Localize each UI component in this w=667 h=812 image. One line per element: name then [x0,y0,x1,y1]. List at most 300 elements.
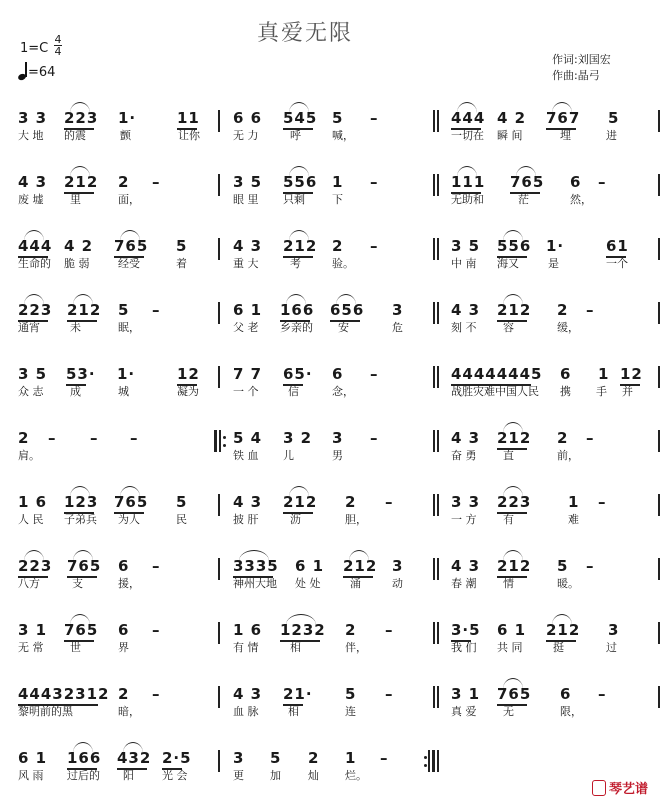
lyric-text: 无助和 [451,193,484,206]
lyric-text: 重 大 [233,257,259,270]
barline [433,686,435,708]
note-group: 765 [64,621,99,639]
note-group: – [370,365,379,383]
note-group: 44444445 [451,365,543,383]
note-group: 5 [176,493,188,511]
lyric-text: 灿 [308,769,319,782]
lyric-text: 肩。 [18,449,40,462]
note-group: 765 [510,173,545,191]
note-group: – [152,173,161,191]
lyric-text: 民 [176,513,187,526]
note-group: 61 [606,237,629,255]
note-group: 6 [332,365,344,383]
lyric-text: 直 [503,449,514,462]
note-group: 1 [345,749,357,767]
barline [433,110,435,132]
time-bottom: 4 [54,45,62,58]
song-title: 真爱无限 [256,21,353,46]
lyric-text: 挺 [553,641,564,654]
note-group: 4 3 [451,557,481,575]
score-row [0,684,667,748]
lyric-text: 凝为 [177,385,199,398]
lyric-text: 界 [118,641,129,654]
barline [658,430,660,452]
note-group: 212 [64,173,99,191]
barline [658,494,660,516]
lyric-text: 一切在 [451,129,484,142]
credits [552,52,611,84]
lyric-text: 阳 [123,769,134,782]
barline [433,558,435,580]
note-group: 1 [568,493,580,511]
note-group: 5 4 [233,429,263,447]
note-group: – [385,493,394,511]
lyric-text: 光 会 [162,769,188,782]
time-signature [54,34,62,57]
lyric-text: 容 [503,321,514,334]
lyric-text: 未 [70,321,81,334]
lyric-text: 相 [288,705,299,718]
note-group: 166 [280,301,315,319]
lyric-text: 披 肝 [233,513,259,526]
lyric-text: 海又 [497,257,519,270]
lyric-text: 生命的 [18,257,51,270]
lyric-text: 子弟兵 [64,513,97,526]
lyric-text: 的震 [64,129,86,142]
lyric-text: 眠， [118,321,140,334]
note-group: 212 [67,301,102,319]
logo-mark-icon [592,780,606,796]
lyric-text: 血 脉 [233,705,259,718]
score-row [0,748,667,812]
lyric-text: 春 潮 [451,577,477,590]
note-group: 4 3 [451,429,481,447]
note-group: 2 [557,429,569,447]
note-group: 3 1 [451,685,481,703]
barline [437,174,439,196]
lyric-text: 考 [290,257,301,270]
note-group: – [598,173,607,191]
lyric-text: 无 力 [233,129,259,142]
lyric-text: 儿 [283,449,294,462]
lyric-text: 我 们 [451,641,477,654]
barline [218,494,220,516]
note-group: 5 [118,301,130,319]
note-group: 6 6 [233,109,263,127]
barline [658,366,660,388]
lyric-text: 着 [176,257,187,270]
note-group: 223 [64,109,99,127]
barline [218,238,220,260]
lyric-text: 并 [622,385,633,398]
note-group: 6 [570,173,582,191]
barline [433,430,435,452]
lyricist: 作词:刘国宏 [552,53,611,66]
repeat-start-barline [214,430,224,452]
note-group: – [90,429,99,447]
slur-arc [289,102,309,113]
site-logo-text: 琴艺谱 [609,782,649,797]
barline [433,302,435,324]
score-row [0,492,667,556]
note-group: – [370,429,379,447]
lyric-text: 难 [568,513,579,526]
lyric-text: 动 [392,577,403,590]
lyric-text: 真 爱 [451,705,477,718]
barline [218,366,220,388]
note-group: 556 [497,237,532,255]
lyric-text: 沥 [290,513,301,526]
barline [437,238,439,260]
lyric-text: 念， [332,385,354,398]
note-group: 3 5 [18,365,48,383]
note-group: 1 [598,365,610,383]
lyric-text: 喊， [332,129,354,142]
lyric-text: 脆 弱 [64,257,90,270]
lyric-text: 前， [557,449,579,462]
lyric-text: 中 南 [451,257,477,270]
note-group: 3 [332,429,344,447]
note-group: 765 [114,237,149,255]
note-group: 12 [620,365,643,383]
barline [433,622,435,644]
tempo-value: =64 [28,65,56,80]
lyric-text: 眼 里 [233,193,259,206]
lyric-text: 无 [503,705,514,718]
lyric-text: 大 地 [18,129,44,142]
lyric-text: 过 [606,641,617,654]
slur-arc [70,102,90,113]
barline [437,430,439,452]
note-group: 166 [67,749,102,767]
score-row [0,364,667,428]
note-group: 2 [345,493,357,511]
barline [437,494,439,516]
barline [658,686,660,708]
barline [218,750,220,772]
site-logo [592,778,648,797]
note-group: – [598,493,607,511]
lyric-text: 有 情 [233,641,259,654]
note-group: 3·5 [451,621,481,639]
barline [433,174,435,196]
barline [437,686,439,708]
score-row [0,620,667,684]
note-group: 12 [177,365,200,383]
note-group: 3 5 [233,173,263,191]
note-group: 3 2 [283,429,313,447]
lyric-text: 验。 [332,257,354,270]
note-group: 212 [343,557,378,575]
lyric-text: 面， [118,193,140,206]
note-group: – [598,685,607,703]
note-group: – [385,621,394,639]
note-group: 3 [392,301,404,319]
lyric-text: 瞬 间 [497,129,523,142]
barline [218,558,220,580]
note-group: 223 [18,301,53,319]
note-group: – [152,621,161,639]
note-group: – [130,429,139,447]
note-group: 4 3 [18,173,48,191]
note-group: 2 [18,429,30,447]
note-group: 44432312 [18,685,110,703]
note-group: 5 [557,557,569,575]
lyric-text: 危 [392,321,403,334]
note-group: 1 [332,173,344,191]
barline [658,622,660,644]
note-group: 556 [283,173,318,191]
lyric-text: 经受 [118,257,140,270]
note-group: 5 [608,109,620,127]
lyric-text: 八方 [18,577,40,590]
lyric-text: 众 志 [18,385,44,398]
barline [433,494,435,516]
note-group: 5 [332,109,344,127]
note-group: 223 [497,493,532,511]
note-group: 2 [332,237,344,255]
note-group: 4 3 [233,237,263,255]
lyric-text: 过后的 [67,769,100,782]
lyric-text: 是 [548,257,559,270]
score-row [0,236,667,300]
score-row [0,556,667,620]
barline [658,302,660,324]
lyric-text: 然， [570,193,592,206]
lyric-text: 风 雨 [18,769,44,782]
lyric-text: 涌 [350,577,361,590]
note-group: 2·5 [162,749,192,767]
note-group: 3335 [233,557,279,575]
barline [658,238,660,260]
lyric-text: 手 [596,385,607,398]
note-group: 3 [608,621,620,639]
note-group: 4 2 [64,237,94,255]
note-group: 765 [114,493,149,511]
note-group: 2 [308,749,320,767]
note-group: 111 [451,173,486,191]
lyric-text: 父 老 [233,321,259,334]
note-group: 6 [118,621,130,639]
lyric-text: 一 个 [233,385,259,398]
note-group: 4 2 [497,109,527,127]
tempo-marking [18,62,55,80]
note-group: – [152,557,161,575]
note-group: 212 [546,621,581,639]
note-group: 6 [118,557,130,575]
lyric-text: 只剩 [283,193,305,206]
lyric-text: 无 常 [18,641,44,654]
lyric-text: 相 [290,641,301,654]
lyric-text: 限， [560,705,582,718]
lyric-text: 茫 [518,193,529,206]
note-group: 767 [546,109,581,127]
note-group: 212 [497,301,532,319]
note-group: 4 3 [233,493,263,511]
note-group: 212 [497,557,532,575]
barline [437,750,439,772]
note-group: 53· [66,365,96,383]
lyric-text: 支 [72,577,83,590]
quarter-note-icon [18,62,28,80]
note-group: 2 [557,301,569,319]
score-row [0,428,667,492]
lyric-text: 为人 [118,513,140,526]
lyric-text: 黎明前的黑 [18,705,73,718]
slur-arc [552,102,572,113]
barline [437,302,439,324]
barline [658,558,660,580]
barline [437,366,439,388]
lyric-text: 共 同 [497,641,523,654]
score-row [0,300,667,364]
lyric-text: 暖。 [557,577,579,590]
lyric-text: 埋 [560,129,571,142]
note-group: 7 7 [233,365,263,383]
lyric-text: 城 [118,385,129,398]
note-group: 5 [176,237,188,255]
lyric-text: 一 方 [451,513,477,526]
lyric-text: 进 [606,129,617,142]
lyric-text: 里 [70,193,81,206]
barline [437,558,439,580]
note-group: 6 1 [233,301,263,319]
note-group: 765 [67,557,102,575]
note-group: 1232 [280,621,326,639]
barline [658,110,660,132]
note-group: 1· [117,365,136,383]
note-group: 6 [560,685,572,703]
lyric-text: 让你 [178,129,200,142]
lyric-text: 暗， [118,705,140,718]
note-group: – [370,237,379,255]
score-row [0,108,667,172]
note-group: – [152,685,161,703]
barline [218,622,220,644]
note-group: 5 [270,749,282,767]
barline [218,686,220,708]
note-group: – [380,749,389,767]
note-group: 444 [451,109,486,127]
note-group: – [586,557,595,575]
lyric-text: 战胜灾难中国人民 [451,385,539,398]
barline [433,238,435,260]
composer: 作曲:晶弓 [552,69,600,82]
lyric-text: 呼 [290,129,301,142]
lyric-text: 颤 [120,129,131,142]
lyric-text: 男 [332,449,343,462]
barline [218,174,220,196]
lyric-text: 援， [118,577,140,590]
note-group: 1· [546,237,565,255]
barline [433,366,435,388]
lyric-text: 乡亲的 [280,321,313,334]
time-top: 4 [54,33,62,46]
note-group: 65· [283,365,313,383]
note-group: 6 1 [497,621,527,639]
barline [218,302,220,324]
lyric-text: 安 [338,321,349,334]
note-group: 4 3 [233,685,263,703]
note-group: 1 6 [233,621,263,639]
note-group: – [370,173,379,191]
lyric-text: 处 处 [295,577,321,590]
lyric-text: 一个 [606,257,628,270]
note-group: 545 [283,109,318,127]
note-group: 2 [118,685,130,703]
note-group: 21· [283,685,313,703]
lyric-text: 通宵 [18,321,40,334]
lyric-text: 铁 血 [233,449,259,462]
lyric-text: 加 [270,769,281,782]
lyric-text: 世 [70,641,81,654]
note-group: 444 [18,237,53,255]
note-group: 212 [283,493,318,511]
lyric-text: 奋 勇 [451,449,477,462]
score-row [0,172,667,236]
lyric-text: 废 墟 [18,193,44,206]
lyric-text: 有 [503,513,514,526]
lyric-text: 缓， [557,321,579,334]
key-signature: 1=C [20,41,49,56]
note-group: 3 3 [451,493,481,511]
note-group: 3 5 [451,237,481,255]
note-group: 3 [233,749,245,767]
note-group: 1 6 [18,493,48,511]
slur-arc [457,102,477,113]
lyric-text: 情 [503,577,514,590]
note-group: 6 1 [295,557,325,575]
note-group: 123 [64,493,99,511]
lyric-text: 神州大地 [233,577,277,590]
barline [658,174,660,196]
note-group: 6 [560,365,572,383]
note-group: 1· [118,109,137,127]
note-group: – [586,301,595,319]
note-group: 765 [497,685,532,703]
note-group: 2 [118,173,130,191]
lyric-text: 更 [233,769,244,782]
note-group: 3 1 [18,621,48,639]
note-group: 212 [497,429,532,447]
note-group: 3 [392,557,404,575]
lyric-text: 下 [332,193,343,206]
note-group: 212 [283,237,318,255]
lyric-text: 人 民 [18,513,44,526]
barline [218,110,220,132]
note-group: – [385,685,394,703]
barline [437,622,439,644]
note-group: 432 [117,749,152,767]
note-group: – [48,429,57,447]
lyric-text: 胆， [345,513,367,526]
lyric-text: 烂。 [345,769,367,782]
note-group: – [152,301,161,319]
lyric-text: 连 [345,705,356,718]
lyric-text: 携 [560,385,571,398]
note-group: – [586,429,595,447]
note-group: 223 [18,557,53,575]
barline [437,110,439,132]
note-group: 4 3 [451,301,481,319]
note-group: 11 [177,109,200,127]
note-group: 6 1 [18,749,48,767]
note-group: 3 3 [18,109,48,127]
lyric-text: 伴， [345,641,367,654]
note-group: 2 [345,621,357,639]
lyric-text: 信 [288,385,299,398]
lyric-text: 刻 不 [451,321,477,334]
